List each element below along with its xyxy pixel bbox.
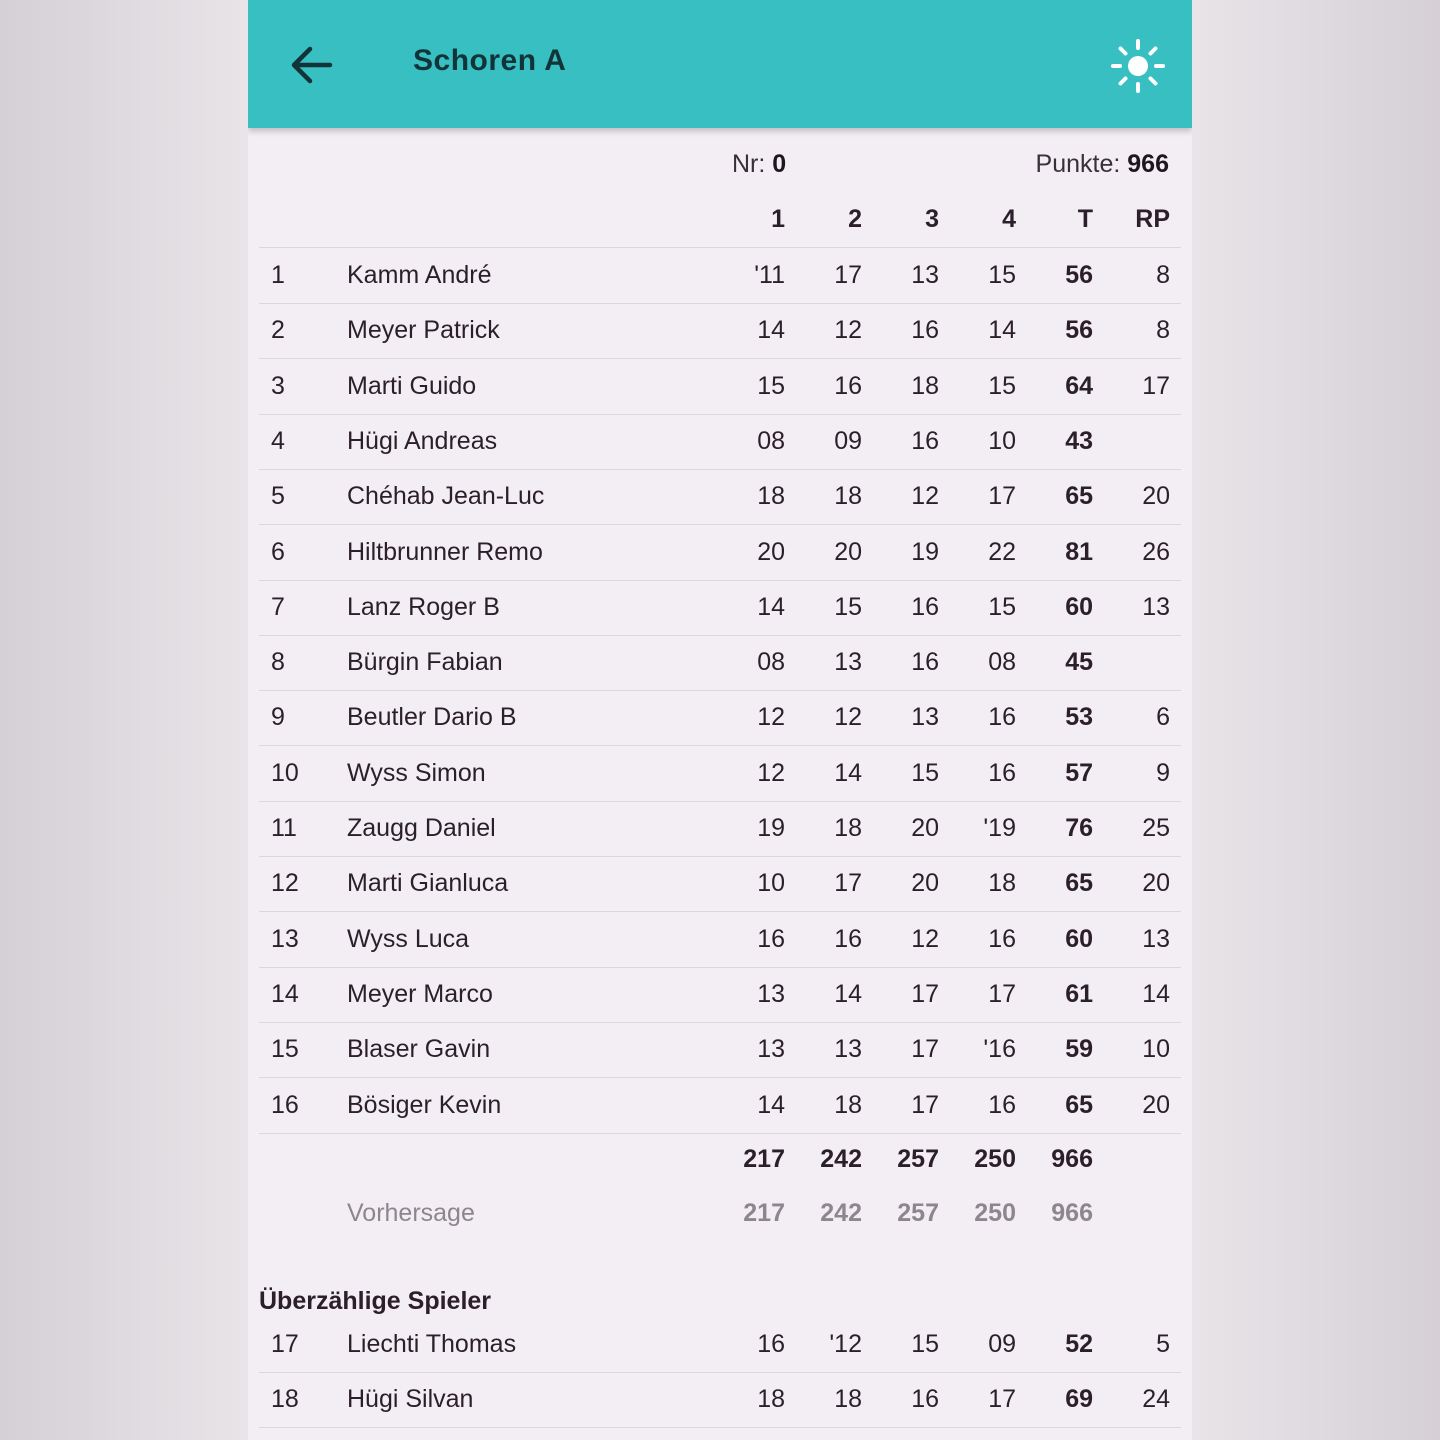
score-total: 76 [1065,814,1093,842]
score-round-4: 08 [988,648,1016,677]
player-number: 2 [271,316,285,345]
score-round-3: 20 [911,814,939,842]
player-name: Liechti Thomas [347,1330,517,1358]
score-round-2: '12 [829,1330,862,1358]
score-round-4: 16 [988,924,1016,953]
score-total: 56 [1065,261,1093,289]
player-name: Marti Guido [347,371,477,400]
player-name: Meyer Patrick [347,316,500,345]
score-round-3: 16 [911,1385,939,1414]
score-round-3: 16 [911,316,939,345]
score-round-1: 14 [757,316,785,345]
table-row[interactable] [259,469,1181,525]
score-round-3: 17 [911,979,939,1008]
score-total: 69 [1065,1385,1093,1414]
ranking-points: 17 [1142,371,1170,400]
player-name: Meyer Marco [347,979,493,1008]
player-number: 10 [271,758,299,787]
score-round-4: 09 [988,1330,1016,1358]
score-total: 65 [1065,869,1093,898]
player-number: 13 [271,924,299,953]
ranking-points: 5 [1156,1330,1170,1358]
total-round-2: 242 [820,1145,862,1173]
score-round-1: 16 [757,1330,785,1358]
app-bar [248,0,1192,128]
column-header-1: 1 [771,205,785,233]
ranking-points: 9 [1156,758,1170,787]
player-name: Blaser Gavin [347,1035,491,1064]
player-name: Hügi Silvan [347,1385,474,1414]
player-name: Zaugg Daniel [347,814,496,842]
table-row[interactable] [259,1372,1181,1428]
ranking-points: 8 [1156,316,1170,345]
forecast-sum: 966 [1051,1199,1093,1227]
score-round-1: 13 [757,979,785,1008]
forecast-round-1: 217 [743,1199,785,1227]
ranking-points: 25 [1142,814,1170,842]
ranking-points: 10 [1142,1035,1170,1064]
table-row[interactable] [259,303,1181,359]
points-value: 966 [1127,150,1169,178]
team-points [1036,150,1169,182]
score-round-1: 08 [757,648,785,677]
forecast-label: Vorhersage [347,1199,475,1227]
total-sum: 966 [1051,1145,1093,1173]
score-round-3: 19 [911,537,939,566]
score-round-1: 12 [757,703,785,732]
page-title: Schoren A [413,44,567,77]
score-total: 65 [1065,1090,1093,1119]
score-round-4: '16 [983,1035,1016,1064]
score-round-3: 12 [911,482,939,511]
player-name: Wyss Simon [347,758,486,787]
player-name: Hiltbrunner Remo [347,537,543,566]
table-row[interactable] [259,967,1181,1023]
total-round-3: 257 [897,1145,939,1173]
score-round-3: 13 [911,703,939,732]
score-round-4: 10 [988,426,1016,455]
player-name: Beutler Dario B [347,703,517,732]
score-round-4: '19 [983,814,1016,842]
ranking-points: 6 [1156,703,1170,732]
score-round-2: 09 [834,426,862,455]
table-row[interactable] [259,525,1181,581]
score-round-2: 13 [834,1035,862,1064]
player-number: 8 [271,648,285,677]
back-button[interactable] [286,40,336,90]
score-round-4: 15 [988,261,1016,289]
nr-value: 0 [772,150,787,178]
score-round-1: 12 [757,758,785,787]
ranking-points: 13 [1142,592,1170,621]
arrow-left-icon [286,40,336,90]
score-round-2: 16 [834,924,862,953]
ranking-points: 20 [1142,869,1170,898]
score-total: 60 [1065,592,1093,621]
player-name: Hügi Andreas [347,426,498,455]
forecast-round-4: 250 [974,1199,1016,1227]
score-round-4: 15 [988,592,1016,621]
score-round-4: 18 [988,869,1016,898]
player-name: Lanz Roger B [347,592,500,621]
score-round-4: 16 [988,758,1016,787]
score-round-4: 14 [988,316,1016,345]
score-total: 52 [1065,1330,1093,1358]
player-number: 11 [271,814,297,842]
score-total: 57 [1065,758,1093,787]
score-round-3: 20 [911,869,939,898]
column-header-4: 4 [1002,205,1016,233]
player-number: 3 [271,371,285,400]
column-header-total: T [1077,205,1093,233]
score-round-1: 18 [757,482,785,511]
score-round-1: 20 [757,537,785,566]
column-header-rp: RP [1135,205,1170,233]
score-round-2: 17 [834,869,862,898]
score-round-2: 12 [834,316,862,345]
player-name: Chéhab Jean-Luc [347,482,545,511]
score-round-3: 15 [911,1330,939,1358]
table-row[interactable] [259,746,1181,802]
table-row[interactable] [259,635,1181,691]
score-round-4: 17 [988,482,1016,511]
table-row[interactable] [259,580,1181,636]
player-number: 17 [271,1330,299,1358]
player-number: 9 [271,703,285,732]
table-row[interactable] [259,414,1181,470]
total-round-1: 217 [743,1145,785,1173]
score-round-1: '11 [754,261,785,289]
score-round-1: 10 [757,869,785,898]
score-round-2: 18 [834,482,862,511]
sun-icon [1110,38,1166,94]
background-left [0,0,248,1440]
points-label: Punkte: [1035,150,1121,178]
score-round-2: 20 [834,537,862,566]
forecast-round-2: 242 [820,1199,862,1227]
score-round-3: 17 [911,1035,939,1064]
score-round-3: 13 [911,261,939,289]
player-number: 14 [271,979,299,1008]
ranking-points: 8 [1156,261,1170,289]
table-row[interactable] [259,359,1181,415]
score-round-4: 16 [988,1090,1016,1119]
ranking-points: 20 [1142,482,1170,511]
score-round-2: 15 [834,592,862,621]
score-round-2: 18 [834,814,862,842]
score-round-1: 14 [757,1090,785,1119]
score-total: 81 [1065,537,1093,566]
score-round-3: 15 [911,758,939,787]
forecast-row [259,1186,1181,1241]
score-total: 53 [1065,703,1093,732]
player-name: Marti Gianluca [347,869,509,898]
score-round-2: 14 [834,979,862,1008]
score-round-2: 17 [834,261,862,289]
totals-row [259,1132,1181,1187]
forecast-round-3: 257 [897,1199,939,1227]
app-screen [248,0,1192,1440]
score-round-3: 18 [911,371,939,400]
score-round-1: 14 [757,592,785,621]
score-total: 64 [1065,371,1093,400]
table-row[interactable] [259,912,1181,968]
score-round-4: 17 [988,979,1016,1008]
ranking-points: 14 [1142,979,1170,1008]
ranking-points: 26 [1142,537,1170,566]
player-number: 4 [271,426,285,455]
extra-players-title: Überzählige Spieler [259,1287,492,1315]
player-name: Bürgin Fabian [347,648,503,677]
score-total: 43 [1065,426,1093,455]
score-round-3: 16 [911,648,939,677]
score-total: 65 [1065,482,1093,511]
player-number: 16 [271,1090,299,1119]
table-row[interactable] [259,1078,1181,1134]
table-row[interactable] [259,248,1181,304]
score-round-3: 12 [911,924,939,953]
player-number: 18 [271,1385,299,1414]
score-total: 56 [1065,316,1093,345]
ranking-points: 13 [1142,924,1170,953]
player-name: Wyss Luca [347,924,470,953]
player-number: 1 [271,261,285,289]
score-total: 45 [1065,648,1093,677]
score-round-1: 08 [757,426,785,455]
score-round-2: 13 [834,648,862,677]
score-round-3: 17 [911,1090,939,1119]
ranking-points: 20 [1142,1090,1170,1119]
team-number [732,150,786,182]
score-round-1: 19 [757,814,785,842]
column-header-2: 2 [848,205,862,233]
score-round-3: 16 [911,592,939,621]
score-round-1: 16 [757,924,785,953]
score-round-1: 13 [757,1035,785,1064]
table-row[interactable] [259,1022,1181,1078]
column-header-3: 3 [925,205,939,233]
player-number: 15 [271,1035,299,1064]
score-round-2: 12 [834,703,862,732]
score-round-4: 22 [988,537,1016,566]
table-row[interactable] [259,1317,1181,1373]
score-round-1: 15 [757,371,785,400]
table-row[interactable] [259,856,1181,912]
score-round-4: 15 [988,371,1016,400]
score-total: 59 [1065,1035,1093,1064]
player-number: 12 [271,869,299,898]
background-right [1192,0,1440,1440]
score-round-3: 16 [911,426,939,455]
score-round-2: 18 [834,1090,862,1119]
score-total: 61 [1065,979,1093,1008]
score-round-2: 18 [834,1385,862,1414]
nr-label: Nr: [732,150,766,178]
ranking-points: 24 [1142,1385,1170,1414]
player-name: Bösiger Kevin [347,1090,502,1119]
score-round-4: 16 [988,703,1016,732]
player-name: Kamm André [347,261,492,289]
score-round-1: 18 [757,1385,785,1414]
total-round-4: 250 [974,1145,1016,1173]
score-total: 60 [1065,924,1093,953]
table-header [259,192,1181,248]
score-round-2: 16 [834,371,862,400]
player-number: 7 [271,592,285,621]
theme-toggle-button[interactable] [1110,38,1166,94]
player-number: 6 [271,537,285,566]
score-round-2: 14 [834,758,862,787]
table-row[interactable] [259,801,1181,857]
score-round-4: 17 [988,1385,1016,1414]
player-number: 5 [271,482,285,511]
table-row[interactable] [259,690,1181,746]
